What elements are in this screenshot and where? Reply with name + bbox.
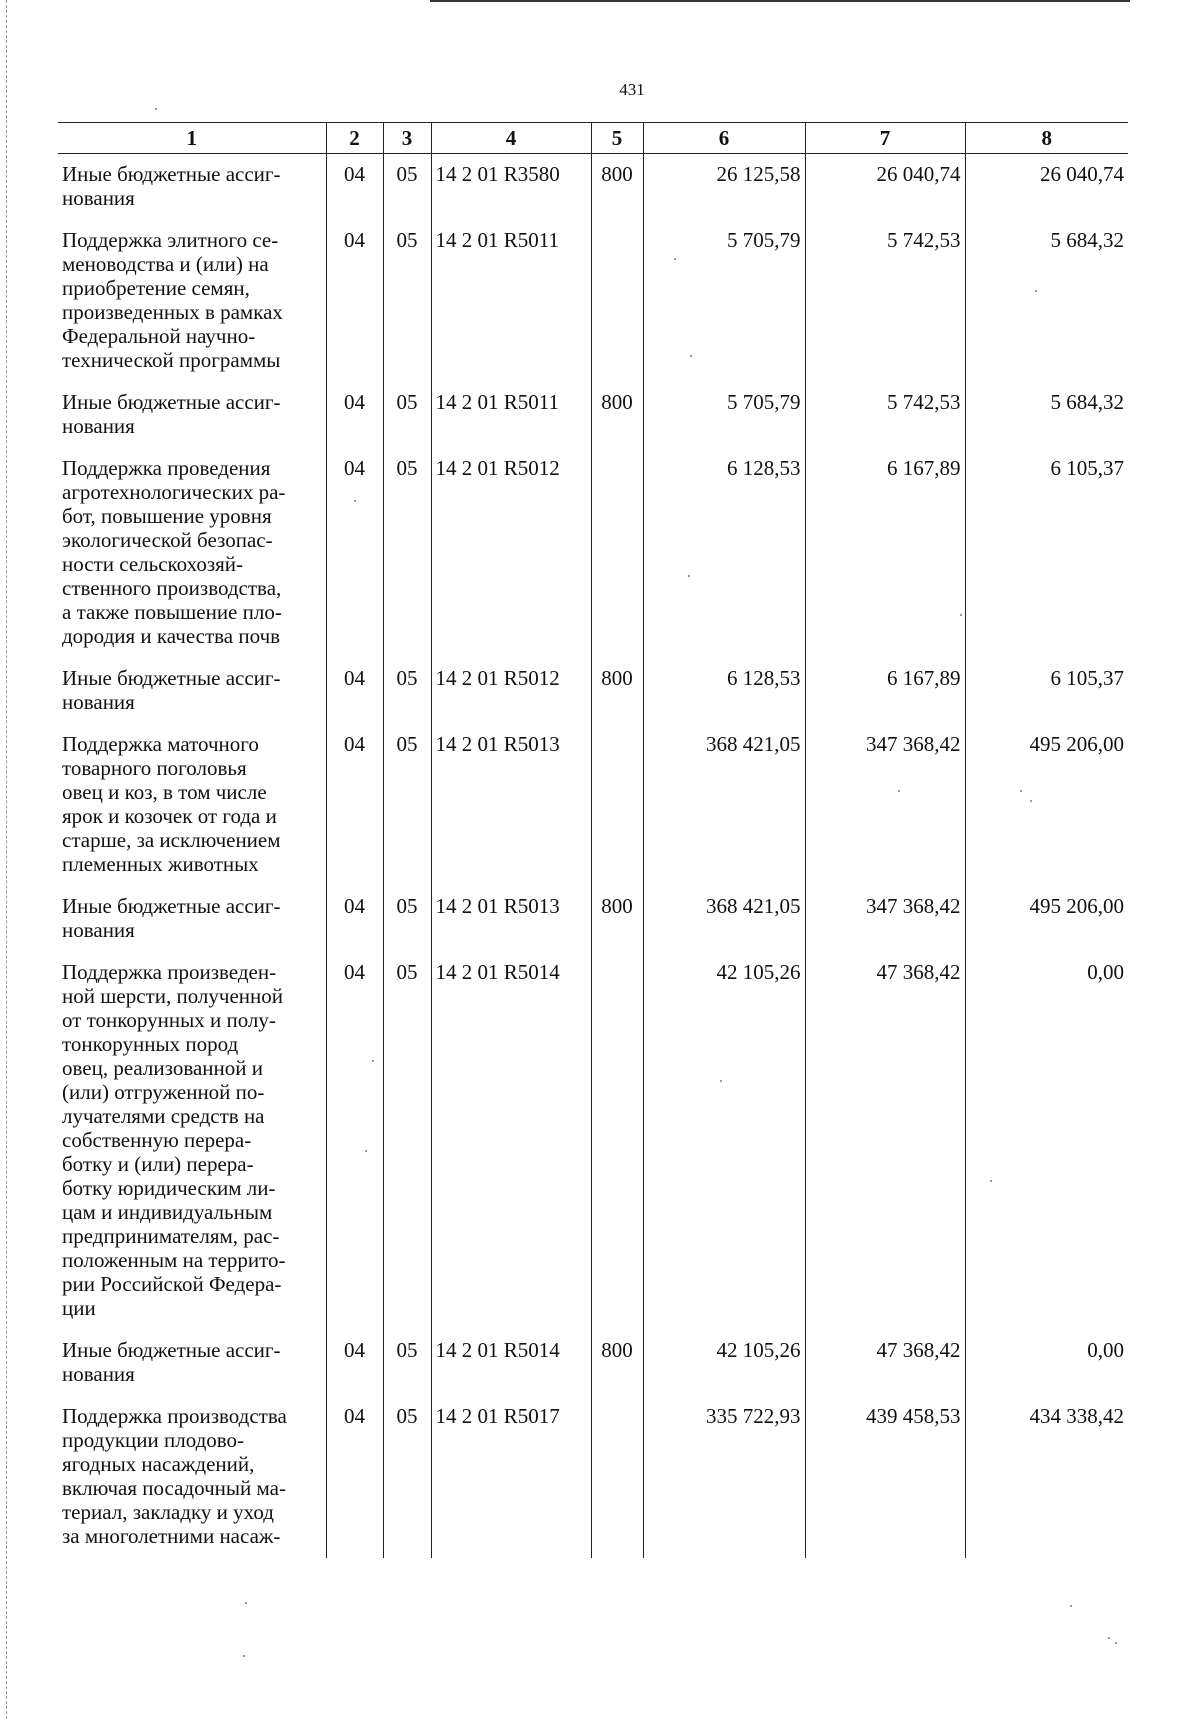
- header-col-5: 5: [591, 123, 643, 154]
- target-article-code: 14 2 01 R5012: [431, 658, 591, 724]
- expense-type-code: [591, 952, 643, 1330]
- description-line: нования: [62, 186, 135, 210]
- description-line: нования: [62, 1362, 135, 1386]
- description-line: ности сельскохозяй-: [62, 552, 244, 576]
- table-row: [58, 886, 1128, 952]
- description-line: Иные бюджетные ассиг-: [62, 162, 281, 186]
- expense-type-code: 800: [591, 1330, 643, 1396]
- description-line: произведенных в рамках: [62, 300, 283, 324]
- target-article-code: 14 2 01 R3580: [431, 154, 591, 221]
- header-col-4: 4: [431, 123, 591, 154]
- subsection-code: 05: [383, 1396, 431, 1558]
- description-line: (или) отгруженной по-: [62, 1080, 265, 1104]
- subsection-code: 05: [383, 448, 431, 658]
- description-line: Иные бюджетные ассиг-: [62, 666, 281, 690]
- amount-col-8: 5 684,32: [965, 382, 1128, 448]
- description-line: бот, повышение уровня: [62, 504, 272, 528]
- amount-col-8: 495 206,00: [965, 724, 1128, 886]
- table-row: [58, 448, 1128, 658]
- section-code: 04: [326, 1330, 383, 1396]
- row-description: [58, 886, 326, 952]
- description-line: Иные бюджетные ассиг-: [62, 894, 281, 918]
- description-line: племенных животных: [62, 852, 259, 876]
- expense-type-code: [591, 448, 643, 658]
- table-row: [58, 154, 1128, 221]
- description-line: Поддержка маточного: [62, 732, 259, 756]
- expense-type-code: 800: [591, 658, 643, 724]
- description-line: ственного производства,: [62, 576, 282, 600]
- budget-table: [58, 122, 1128, 1558]
- header-col-1: 1: [58, 123, 326, 154]
- description-line: Поддержка элитного се-: [62, 228, 279, 252]
- description-line: за многолетними насаж-: [62, 1524, 281, 1548]
- description-line: ботку юридическим ли-: [62, 1176, 276, 1200]
- amount-col-8: 26 040,74: [965, 154, 1128, 221]
- description-line: технической программы: [62, 348, 281, 372]
- description-line: ярок и козочек от года и: [62, 804, 277, 828]
- amount-col-7: 5 742,53: [805, 220, 965, 382]
- description-line: тонкорунных пород: [62, 1032, 239, 1056]
- section-code: 04: [326, 448, 383, 658]
- amount-col-8: 434 338,42: [965, 1396, 1128, 1558]
- row-description: [58, 154, 326, 221]
- table-body: [58, 154, 1128, 1559]
- scan-top-rule: [430, 0, 1130, 2]
- table-row: [58, 1396, 1128, 1558]
- description-line: экологической безопас-: [62, 528, 273, 552]
- amount-col-6: 42 105,26: [643, 1330, 805, 1396]
- subsection-code: 05: [383, 952, 431, 1330]
- amount-col-8: 0,00: [965, 1330, 1128, 1396]
- table-row: [58, 724, 1128, 886]
- header-col-6: 6: [643, 123, 805, 154]
- amount-col-6: 26 125,58: [643, 154, 805, 221]
- row-description: [58, 220, 326, 382]
- description-line: овец, реализованной и: [62, 1056, 263, 1080]
- subsection-code: 05: [383, 382, 431, 448]
- description-line: меноводства и (или) на: [62, 252, 269, 276]
- amount-col-8: 6 105,37: [965, 658, 1128, 724]
- description-line: ягодных насаждений,: [62, 1452, 255, 1476]
- amount-col-7: 6 167,89: [805, 658, 965, 724]
- target-article-code: 14 2 01 R5014: [431, 1330, 591, 1396]
- description-line: дородия и качества почв: [62, 624, 281, 648]
- subsection-code: 05: [383, 886, 431, 952]
- table-row: [58, 952, 1128, 1330]
- amount-col-6: 5 705,79: [643, 220, 805, 382]
- expense-type-code: 800: [591, 886, 643, 952]
- expense-type-code: 800: [591, 154, 643, 221]
- header-col-7: 7: [805, 123, 965, 154]
- amount-col-7: 47 368,42: [805, 1330, 965, 1396]
- description-line: лучателями средств на: [62, 1104, 265, 1128]
- amount-col-6: 6 128,53: [643, 448, 805, 658]
- amount-col-7: 439 458,53: [805, 1396, 965, 1558]
- row-description: [58, 1396, 326, 1558]
- amount-col-7: 6 167,89: [805, 448, 965, 658]
- section-code: 04: [326, 724, 383, 886]
- description-line: Поддержка производства: [62, 1404, 287, 1428]
- amount-col-6: 6 128,53: [643, 658, 805, 724]
- description-line: а также повышение пло-: [62, 600, 282, 624]
- section-code: 04: [326, 382, 383, 448]
- description-line: цам и индивидуальным: [62, 1200, 273, 1224]
- amount-col-8: 6 105,37: [965, 448, 1128, 658]
- section-code: 04: [326, 154, 383, 221]
- description-line: приобретение семян,: [62, 276, 250, 300]
- description-line: нования: [62, 690, 135, 714]
- header-col-8: 8: [965, 123, 1128, 154]
- description-line: Иные бюджетные ассиг-: [62, 1338, 281, 1362]
- section-code: 04: [326, 220, 383, 382]
- subsection-code: 05: [383, 154, 431, 221]
- description-line: положенным на террито-: [62, 1248, 286, 1272]
- description-line: Поддержка произведен-: [62, 960, 277, 984]
- amount-col-8: 5 684,32: [965, 220, 1128, 382]
- target-article-code: 14 2 01 R5014: [431, 952, 591, 1330]
- header-col-3: 3: [383, 123, 431, 154]
- amount-col-7: 26 040,74: [805, 154, 965, 221]
- description-line: старше, за исключением: [62, 828, 281, 852]
- description-line: рии Российской Федера-: [62, 1272, 282, 1296]
- amount-col-6: 335 722,93: [643, 1396, 805, 1558]
- target-article-code: 14 2 01 R5017: [431, 1396, 591, 1558]
- expense-type-code: [591, 724, 643, 886]
- amount-col-6: 5 705,79: [643, 382, 805, 448]
- row-description: [58, 724, 326, 886]
- expense-type-code: 800: [591, 382, 643, 448]
- description-line: ной шерсти, полученной: [62, 984, 283, 1008]
- table-row: [58, 220, 1128, 382]
- description-line: включая посадочный ма-: [62, 1476, 286, 1500]
- row-description: [58, 448, 326, 658]
- description-line: товарного поголовья: [62, 756, 247, 780]
- subsection-code: 05: [383, 658, 431, 724]
- description-line: ции: [62, 1296, 96, 1320]
- description-line: агротехнологических ра-: [62, 480, 286, 504]
- description-line: нования: [62, 414, 135, 438]
- description-line: овец и коз, в том числе: [62, 780, 267, 804]
- expense-type-code: [591, 220, 643, 382]
- subsection-code: 05: [383, 220, 431, 382]
- description-line: Федеральной научно-: [62, 324, 256, 348]
- target-article-code: 14 2 01 R5011: [431, 382, 591, 448]
- scan-left-edge: [6, 0, 8, 1719]
- description-line: ботку и (или) перера-: [62, 1152, 254, 1176]
- description-line: Иные бюджетные ассиг-: [62, 390, 281, 414]
- amount-col-7: 347 368,42: [805, 886, 965, 952]
- section-code: 04: [326, 952, 383, 1330]
- amount-col-8: 0,00: [965, 952, 1128, 1330]
- description-line: от тонкорунных и полу-: [62, 1008, 276, 1032]
- row-description: [58, 952, 326, 1330]
- section-code: 04: [326, 1396, 383, 1558]
- description-line: собственную перера-: [62, 1128, 252, 1152]
- target-article-code: 14 2 01 R5013: [431, 886, 591, 952]
- row-description: [58, 382, 326, 448]
- amount-col-6: 42 105,26: [643, 952, 805, 1330]
- description-line: продукции плодово-: [62, 1428, 245, 1452]
- target-article-code: 14 2 01 R5011: [431, 220, 591, 382]
- section-code: 04: [326, 658, 383, 724]
- table-row: [58, 1330, 1128, 1396]
- subsection-code: 05: [383, 1330, 431, 1396]
- section-code: 04: [326, 886, 383, 952]
- amount-col-6: 368 421,05: [643, 724, 805, 886]
- target-article-code: 14 2 01 R5012: [431, 448, 591, 658]
- target-article-code: 14 2 01 R5013: [431, 724, 591, 886]
- row-description: [58, 658, 326, 724]
- row-description: [58, 1330, 326, 1396]
- amount-col-7: 5 742,53: [805, 382, 965, 448]
- header-col-2: 2: [326, 123, 383, 154]
- description-line: териал, закладку и уход: [62, 1500, 274, 1524]
- header-row: [58, 123, 1128, 154]
- amount-col-7: 347 368,42: [805, 724, 965, 886]
- description-line: Поддержка проведения: [62, 456, 271, 480]
- table-row: [58, 382, 1128, 448]
- expense-type-code: [591, 1396, 643, 1558]
- page-number: 431: [619, 80, 645, 99]
- description-line: нования: [62, 918, 135, 942]
- amount-col-8: 495 206,00: [965, 886, 1128, 952]
- table-row: [58, 658, 1128, 724]
- amount-col-6: 368 421,05: [643, 886, 805, 952]
- amount-col-7: 47 368,42: [805, 952, 965, 1330]
- description-line: предпринимателям, рас-: [62, 1224, 280, 1248]
- subsection-code: 05: [383, 724, 431, 886]
